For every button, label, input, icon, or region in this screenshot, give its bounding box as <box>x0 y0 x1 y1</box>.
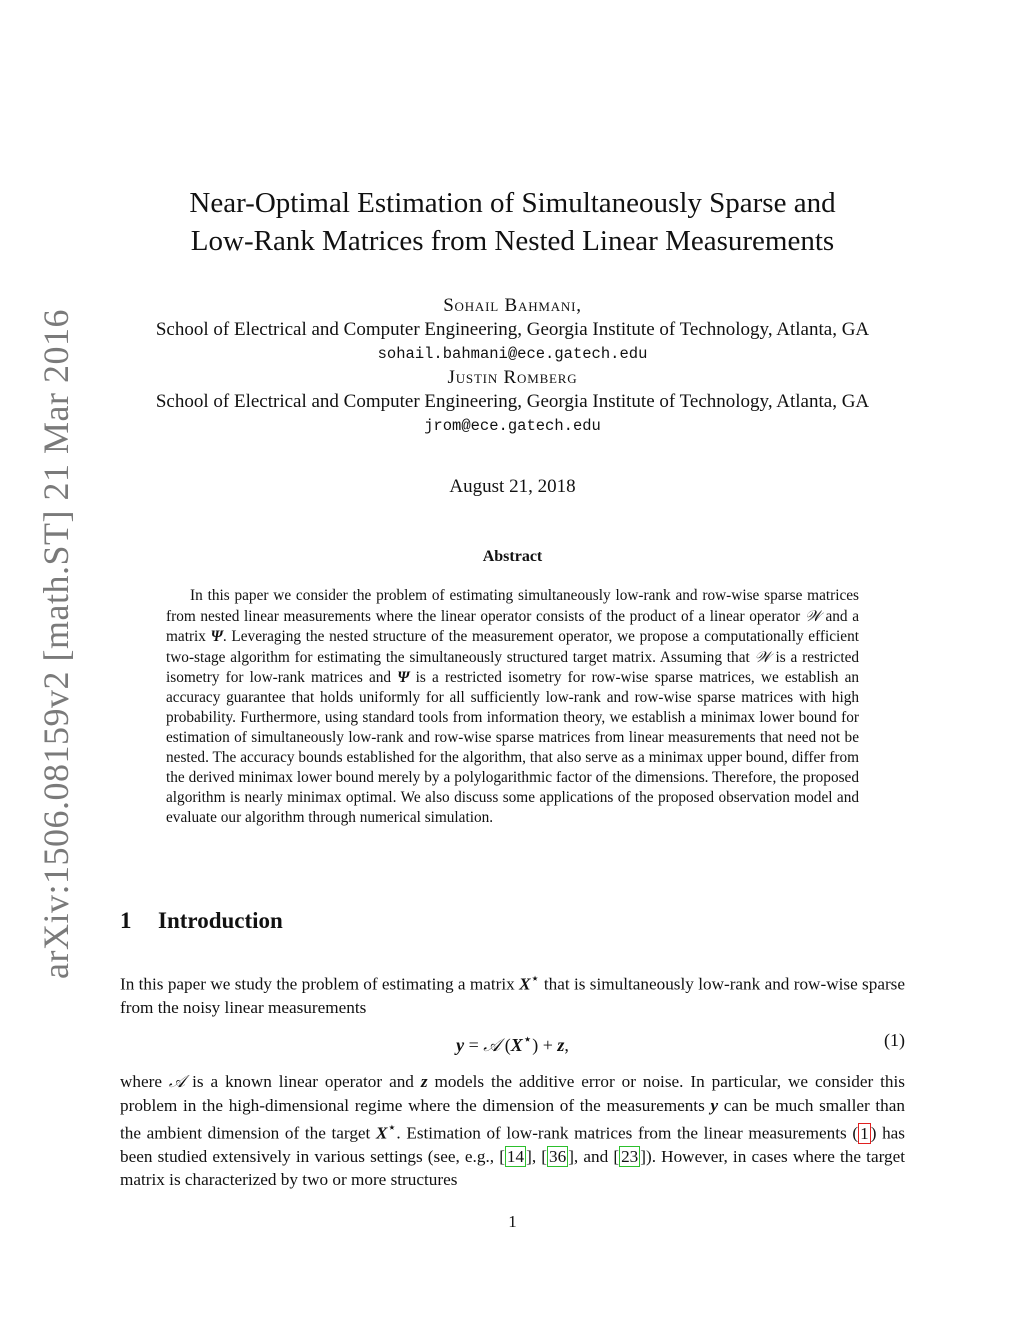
paragraph-text: ) has been studied extensively in various settings (see, e.g., [ <box>120 1123 905 1166</box>
abstract-text: and a matrix <box>166 608 859 645</box>
eq-comma: , <box>564 1035 569 1055</box>
section-number: 1 <box>120 908 132 933</box>
paragraph-text: can be much smaller than the ambient dimension of the target <box>120 1096 905 1143</box>
matrix-psi-symbol: Ψ <box>210 628 223 645</box>
eq-z-symbol: z <box>557 1035 565 1055</box>
matrix-x-symbol: X <box>375 1123 388 1143</box>
eq-operator-a: 𝒜 <box>483 1035 501 1056</box>
author-name-2: Justin Romberg <box>447 367 578 388</box>
author-email-1[interactable]: sohail.bahmani@ece.gatech.edu <box>377 345 648 363</box>
title-line-1: Near-Optimal Estimation of Simultaneously Sparse and <box>189 187 836 219</box>
paragraph-text: models the additive error or noise. In particular, we consider this problem in the high-dimensional regime where the dimension of the measurements <box>120 1072 905 1115</box>
paragraph-text: ], [ <box>526 1146 548 1166</box>
abstract-text: In this paper we consider the problem of estimating simultaneously low-rank and row-wise sparse matrices from nested linear measurements where the linear operator consists of the product of a linear operator <box>166 587 859 625</box>
author-email-2[interactable]: jrom@ece.gatech.edu <box>424 417 601 435</box>
title-line-2: Low-Rank Matrices from Nested Linear Measurements <box>190 225 835 257</box>
operator-a-symbol: 𝒜 <box>168 1072 186 1092</box>
paragraph-text: ]). However, in cases where the target matrix is characterized by two or more structures <box>120 1146 905 1189</box>
eq-y-symbol: y <box>456 1035 465 1055</box>
paragraph-text: where <box>120 1072 169 1091</box>
author-block <box>100 294 925 438</box>
eq-x-symbol: X <box>510 1035 523 1055</box>
star-superscript: ⋆ <box>530 971 540 987</box>
paper-title <box>120 184 905 260</box>
star-superscript: ⋆ <box>387 1120 397 1136</box>
abstract-body <box>166 586 859 828</box>
section-heading <box>120 908 283 934</box>
citation-link-23[interactable]: 23 <box>621 1146 639 1166</box>
measurement-y-symbol: y <box>710 1096 719 1115</box>
paragraph-text: ], and [ <box>568 1146 620 1166</box>
paragraph-text: that is simultaneously low-rank and row-wise sparse from the noisy linear measurements <box>120 974 905 1017</box>
citation-link-14[interactable]: 14 <box>506 1146 525 1166</box>
paragraph-text: In this paper we study the problem of estimating a matrix <box>120 974 520 994</box>
author-name-1: Sohail Bahmani, <box>443 295 582 316</box>
equation-number: (1) <box>884 1030 905 1050</box>
paragraph-text: . Estimation of low-rank matrices from the linear measurements ( <box>396 1123 859 1143</box>
matrix-x-symbol: X <box>519 974 531 994</box>
eq-star: ⋆ <box>522 1032 533 1048</box>
section-title: Introduction <box>158 908 283 933</box>
eq-equals: = <box>464 1035 484 1055</box>
abstract-text: is a restricted isometry for low-rank matrices and <box>166 649 860 686</box>
citation-link-36[interactable]: 36 <box>549 1146 567 1166</box>
abstract-text: is a restricted isometry for row-wise sparse matrices, we establish an accuracy guarantee that holds uniformly for all sufficiently low-rank and row-wise sparse matrices with high probability. Furthermore, using standard tools from information theory, we establish a minimax lower bound for estimation of simultaneously low-rank and row-wise sparse matrices from linear measurements that need not be nested. The accuracy bounds established for the algorithm, that also serve as a minimax upper bound, differ from the derived minimax lower bound merely by a polylogarithmic factor of the dimensions. Therefore, the proposed algorithm is nearly minimax optimal. We also discuss some applications of the proposed observation model and evaluate our algorithm through numerical simulation. <box>166 669 860 826</box>
equation-1 <box>120 1030 905 1056</box>
abstract-text: . Leveraging the nested structure of the measurement operator, we propose a computationally efficient two-stage algorithm for estimating the simultaneously structured target matrix. Assuming that <box>166 628 859 666</box>
noise-z-symbol: z <box>420 1072 428 1091</box>
equation-reference-link[interactable]: 1 <box>860 1123 869 1143</box>
operator-w-symbol: 𝒲 <box>754 648 771 666</box>
paragraph-text: is a known linear operator and <box>185 1072 421 1091</box>
abstract-heading: Abstract <box>482 548 543 565</box>
matrix-psi-symbol: Ψ <box>397 669 410 686</box>
author-affiliation-2: School of Electrical and Computer Engineering, Georgia Institute of Technology, Atlanta, GA <box>155 391 870 412</box>
arxiv-identifier-stamp: arXiv:1506.08159v2 [math.ST] 21 Mar 2016 <box>36 309 76 979</box>
intro-paragraph-1 <box>120 968 905 1019</box>
paper-date: August 21, 2018 <box>449 476 576 497</box>
author-affiliation-1: School of Electrical and Computer Engineering, Georgia Institute of Technology, Atlanta, GA <box>155 319 870 340</box>
eq-paren-close-plus: ) + <box>532 1035 558 1055</box>
equation-body <box>120 1030 905 1056</box>
intro-paragraph-2 <box>120 1070 905 1191</box>
operator-w-symbol: 𝒲 <box>804 607 821 625</box>
page-number: 1 <box>508 1212 517 1231</box>
eq-paren-open: ( <box>500 1035 511 1055</box>
